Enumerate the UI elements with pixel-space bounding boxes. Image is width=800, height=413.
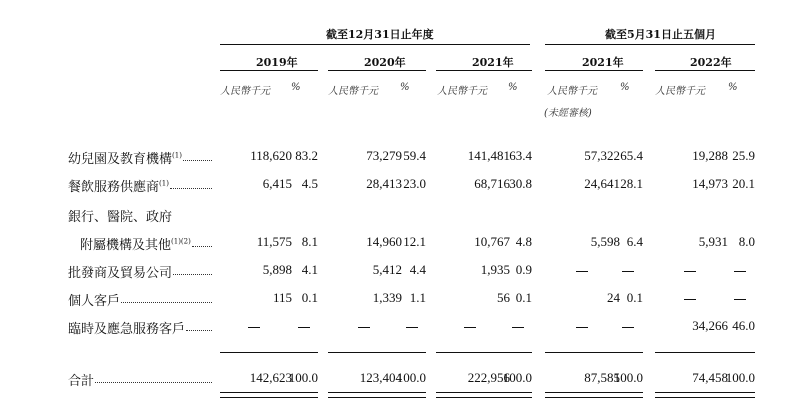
row-label-text: 餐飲服務供應商	[68, 180, 160, 195]
row-label	[68, 262, 172, 281]
cell: 24,641	[584, 176, 620, 191]
year-2020: 2020年	[364, 56, 406, 69]
row-label	[68, 148, 182, 167]
year-2021-interim: 2021年	[582, 56, 624, 69]
subtotal-rule	[328, 352, 426, 353]
cell-dash-text	[563, 318, 643, 334]
cell: 141,481	[467, 148, 510, 163]
cell: 14,960	[366, 234, 402, 249]
row-label-text: 合計	[68, 374, 95, 389]
row-label	[68, 290, 120, 309]
cell: 1,935	[480, 262, 510, 277]
total-cell: 100.0	[396, 370, 426, 385]
cell: 5,412	[372, 262, 402, 277]
cell: 8.0	[738, 234, 755, 249]
unit-rmb-2019: 人民幣千元	[220, 86, 270, 97]
cell: 19,288	[692, 148, 728, 163]
cell: 8.1	[301, 234, 318, 249]
group-header-year-ended: 截至12月31日止年度	[326, 28, 434, 41]
cell: 115	[272, 290, 292, 305]
cell: 68,716	[474, 176, 510, 191]
footnote-marker: (1)	[159, 179, 169, 188]
footnote-marker: (1)	[172, 151, 182, 160]
cell: 23.0	[403, 176, 426, 191]
row-label-text: 附屬機構及其他	[80, 238, 172, 253]
cell: 73,279	[366, 148, 402, 163]
dot-leader	[183, 160, 212, 161]
unit-pct-2020: %	[400, 82, 410, 93]
cell: 59.4	[403, 148, 426, 163]
cell: 83.2	[295, 148, 318, 163]
cell: 4.4	[409, 262, 426, 277]
total-double-rule	[328, 392, 426, 398]
cell: 14,973	[692, 176, 728, 191]
cell: 0.1	[301, 290, 318, 305]
cell: 6,415	[262, 176, 292, 191]
cell: 0.1	[515, 290, 532, 305]
dot-leader	[121, 302, 212, 303]
cell: 1,339	[372, 290, 402, 305]
total-double-rule	[655, 392, 755, 398]
cell: 25.9	[732, 148, 755, 163]
cell: 65.4	[620, 148, 643, 163]
row-label-text: 幼兒園及教育機構	[68, 152, 173, 167]
total-cell: 100.0	[613, 370, 643, 385]
unit-rmb-2021: 人民幣千元	[437, 86, 487, 97]
cell: 63.4	[509, 148, 532, 163]
cell-dash-text	[675, 262, 755, 278]
year-rule-2020	[328, 70, 426, 71]
cell: 56	[497, 290, 510, 305]
year-2022-interim: 2022年	[690, 56, 732, 69]
cell: 30.8	[509, 176, 532, 191]
row-label	[68, 370, 94, 389]
cell: 28.1	[620, 176, 643, 191]
unit-pct-2021-interim: %	[620, 82, 630, 93]
cell: 0.1	[626, 290, 643, 305]
row-label	[68, 206, 172, 225]
unit-rmb-2021-interim: 人民幣千元	[547, 86, 597, 97]
cell: 5,931	[698, 234, 728, 249]
cell: 11,575	[256, 234, 292, 249]
cell-dash-text	[452, 318, 532, 334]
cell: 4.1	[301, 262, 318, 277]
group-header-rule-1	[220, 44, 530, 45]
subtotal-rule	[220, 352, 318, 353]
year-2021: 2021年	[472, 56, 514, 69]
group-header-five-months: 截至5月31日止五個月	[605, 28, 716, 41]
dot-leader	[192, 246, 212, 247]
total-cell: 142,623	[249, 370, 292, 385]
total-cell: 100.0	[502, 370, 532, 385]
cell: 57,322	[584, 148, 620, 163]
row-label	[80, 234, 191, 253]
unit-rmb-2020: 人民幣千元	[328, 86, 378, 97]
subtotal-rule	[436, 352, 532, 353]
unit-pct-2019: %	[291, 82, 301, 93]
cell: 1.1	[409, 290, 426, 305]
total-cell: 123,404	[359, 370, 402, 385]
year-2019: 2019年	[256, 56, 298, 69]
group-header-rule-2	[545, 44, 755, 45]
row-label-text: 個人客戶	[68, 294, 121, 309]
cell: 28,413	[366, 176, 402, 191]
subtotal-rule	[655, 352, 755, 353]
cell: 6.4	[626, 234, 643, 249]
year-rule-2022-interim	[655, 70, 755, 71]
total-double-rule	[220, 392, 318, 398]
cell: 24	[607, 290, 620, 305]
total-cell: 100.0	[725, 370, 755, 385]
year-rule-2021-interim	[545, 70, 643, 71]
cell: 118,620	[250, 148, 292, 163]
unaudited-note: (未經審核)	[544, 108, 592, 119]
dot-leader	[173, 274, 212, 275]
cell: 12.1	[403, 234, 426, 249]
cell: 46.0	[732, 318, 755, 333]
row-label-text: 臨時及應急服務客戶	[68, 322, 186, 337]
total-double-rule	[436, 392, 532, 398]
cell: 0.9	[515, 262, 532, 277]
total-cell: 87,585	[584, 370, 620, 385]
dot-leader	[170, 188, 212, 189]
unit-rmb-2022-interim: 人民幣千元	[655, 86, 705, 97]
year-rule-2021	[436, 70, 532, 71]
cell: 34,266	[692, 318, 728, 333]
cell-dash-text	[346, 318, 426, 334]
total-cell: 74,458	[692, 370, 728, 385]
dot-leader	[186, 330, 212, 331]
unit-pct-2021: %	[508, 82, 518, 93]
cell: 4.5	[301, 176, 318, 191]
cell-dash-text	[238, 318, 318, 334]
cell: 5,898	[262, 262, 292, 277]
row-label-text: 批發商及貿易公司	[68, 266, 173, 281]
row-label-text: 銀行、醫院、政府	[68, 210, 173, 225]
cell: 20.1	[732, 176, 755, 191]
total-cell: 222,956	[467, 370, 510, 385]
row-label	[68, 318, 185, 337]
unit-pct-2022-interim: %	[728, 82, 738, 93]
row-label	[68, 176, 169, 195]
total-double-rule	[545, 392, 643, 398]
cell-dash-text	[675, 290, 755, 306]
cell: 4.8	[515, 234, 532, 249]
cell: 10,767	[474, 234, 510, 249]
total-cell: 100.0	[288, 370, 318, 385]
subtotal-rule	[545, 352, 643, 353]
year-rule-2019	[220, 70, 318, 71]
footnote-marker: (1)(2)	[171, 237, 191, 246]
cell-dash-text	[563, 262, 643, 278]
dot-leader	[95, 382, 212, 383]
cell: 5,598	[590, 234, 620, 249]
